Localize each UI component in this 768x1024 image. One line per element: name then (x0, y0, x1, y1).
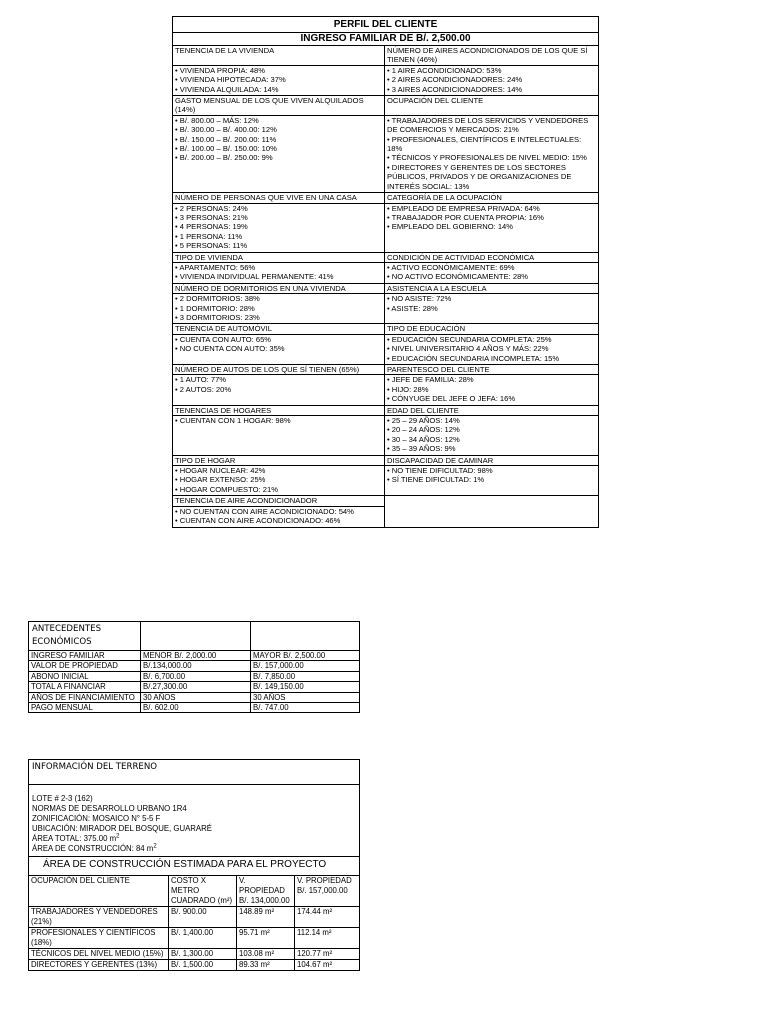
area-row (29, 949, 360, 960)
profile-list-item: • ACTIVO ECONÓMICAMENTE: 69% (387, 262, 515, 272)
terrain-info-table (28, 759, 360, 857)
profile-list-item: • B/. 200.00 – B/. 250.00: 9% (175, 153, 273, 163)
area-column-header: COSTO X METRO CUADRADO (m²) (169, 876, 237, 907)
profile-list-item: • 3 PERSONAS: 21% (175, 212, 248, 222)
economic-header-empty-cell (141, 622, 251, 651)
profile-list-item: • 30 – 34 AÑOS: 12% (387, 434, 460, 444)
profile-list-item: • VIVIENDA INDIVIDUAL PERMANENTE: 41% (175, 272, 334, 282)
profile-subtitle: INGRESO FAMILIAR DE B/. 2,500.00 (173, 33, 599, 46)
profile-section-items (173, 416, 385, 456)
profile-list-item: • VIVIENDA HIPOTECADA: 37% (175, 75, 286, 85)
profile-section-items (173, 65, 385, 95)
profile-section-header: TIPO DE EDUCACIÓN (385, 324, 599, 334)
profile-list-item: • HOGAR EXTENSO: 25% (175, 475, 266, 485)
profile-list-item: • 3 AIRES ACONDICIONADORES: 14% (387, 84, 523, 94)
profile-list-item: • EMPLEADO DE EMPRESA PRIVADA: 64% (387, 203, 540, 213)
area-column-header: V. PROPIEDAD B/. 157,000.00 (295, 876, 360, 907)
economic-cell: B/.27,300.00 (141, 682, 251, 692)
profile-list-item: • HOGAR NUCLEAR: 42% (175, 466, 266, 476)
area-cell: B/. 1,300.00 (169, 949, 237, 960)
area-row (29, 928, 360, 949)
area-cell: B/. 1,500.00 (169, 960, 237, 971)
economic-cell: ABONO INICIAL (29, 671, 141, 681)
profile-section-items (385, 65, 599, 95)
profile-section-header: NÚMERO DE AIRES ACONDICIONADOS DE LOS QUE SÍ TIENEN (46%) (385, 46, 599, 66)
terrain-header: INFORMACIÓN DEL TERRENO (29, 760, 360, 785)
profile-list-item: • 2 AIRES ACONDICIONADORES: 24% (387, 75, 523, 85)
profile-section-header: TIPO DE HOGAR (173, 455, 385, 465)
profile-section-items (173, 262, 385, 283)
profile-list-item: • TRABAJADOR POR CUENTA PROPIA: 16% (387, 212, 544, 222)
area-cell: 103.08 m² (237, 949, 295, 960)
economic-cell: B/. 747.00 (251, 703, 360, 713)
profile-list-item: • TÉCNICOS Y PROFESIONALES DE NIVEL MEDIO: 15% (387, 153, 587, 163)
construction-area-body (29, 857, 360, 971)
economic-header: ANTECEDENTES ECONÓMICOS (29, 622, 141, 651)
profile-list-item: • CÓNYUGE DEL JEFE O JEFA: 16% (387, 394, 516, 404)
profile-section-header: OCUPACIÓN DEL CLIENTE (385, 96, 599, 116)
profile-list-item: • CUENTAN CON 1 HOGAR: 98% (175, 416, 291, 426)
terrain-line: ÁREA DE CONSTRUCCIÓN: 84 $m^2$ (32, 843, 157, 853)
profile-list-item: • 1 PERSONA: 11% (175, 231, 243, 241)
profile-section-header: PARENTESCO DEL CLIENTE (385, 365, 599, 375)
profile-section-header: GASTO MENSUAL DE LOS QUE VIVEN ALQUILADOS (14%) (173, 96, 385, 116)
profile-list-item: • EDUCACIÓN SECUNDARIA INCOMPLETA: 15% (387, 353, 560, 363)
economic-cell: 30 AÑOS (251, 692, 360, 702)
area-cell: TÉCNICOS DEL NIVEL MEDIO (15%) (29, 949, 169, 960)
area-cell: 104.67 m² (295, 960, 360, 971)
profile-section-items (385, 294, 599, 324)
profile-list-item: • EMPLEADO DEL GOBIERNO: 14% (387, 222, 514, 232)
profile-list-item: • CUENTAN CON AIRE ACONDICIONADO: 46% (175, 516, 341, 526)
profile-section-items (385, 115, 599, 192)
profile-section-header: EDAD DEL CLIENTE (385, 405, 599, 415)
area-column-header: OCUPACIÓN DEL CLIENTE (29, 876, 169, 907)
profile-section-header: TENENCIA DE AIRE ACONDICIONADOR (173, 496, 385, 506)
profile-list-item: • 1 AIRE ACONDICIONADO: 53% (387, 65, 502, 75)
economic-cell: TOTAL A FINANCIAR (29, 682, 141, 692)
profile-list-item: • NO ACTIVO ECONÓMICAMENTE: 28% (387, 272, 529, 282)
profile-section-items (385, 262, 599, 283)
profile-list-item: • TRABAJADORES DE LOS SERVICIOS Y VENDEDORES DE COMERCIOS Y MERCADOS: 21% (387, 115, 589, 135)
area-row (29, 907, 360, 928)
economic-background-table (28, 621, 360, 713)
area-cell: 95.71 m² (237, 928, 295, 949)
profile-title: PERFIL DEL CLIENTE (173, 17, 599, 33)
area-cell: 112.14 m² (295, 928, 360, 949)
profile-list-item: • VIVIENDA PROPIA: 48% (175, 65, 266, 75)
profile-section-header: NÚMERO DE DORMITORIOS EN UNA VIVIENDA (173, 283, 385, 293)
profile-list-item: • ASISTE: 28% (387, 303, 438, 313)
economic-background-body (29, 622, 360, 713)
client-profile-table (172, 16, 599, 528)
construction-area-table (28, 856, 360, 971)
economic-cell: 30 AÑOS (141, 692, 251, 702)
profile-section-header: DISCAPACIDAD DE CAMINAR (385, 455, 599, 465)
profile-section-items (385, 203, 599, 252)
economic-cell: B/. 7,850.00 (251, 671, 360, 681)
profile-list-item: • VIVIENDA ALQUILADA: 14% (175, 84, 279, 94)
profile-list-item: • 2 DORMITORIOS: 38% (175, 294, 260, 304)
profile-list-item: • B/. 150.00 – B/. 200.00: 11% (175, 134, 277, 144)
client-profile-body (173, 17, 599, 528)
profile-list-item: • APARTAMENTO: 56% (175, 262, 256, 272)
profile-section-items (173, 466, 385, 496)
profile-section-header: NÚMERO DE PERSONAS QUE VIVE EN UNA CASA (173, 193, 385, 203)
economic-cell: PAGO MENSUAL (29, 703, 141, 713)
profile-section-header: TENENCIAS DE HOGARES (173, 405, 385, 415)
area-column-header: V. PROPIEDAD B/. 134,000.00 (237, 876, 295, 907)
profile-list-item: • 4 PERSONAS: 19% (175, 222, 248, 232)
area-cell: TRABAJADORES Y VENDEDORES (21%) (29, 907, 169, 928)
profile-section-items (173, 203, 385, 252)
area-cell: B/. 900.00 (169, 907, 237, 928)
terrain-line: NORMAS DE DESARROLLO URBANO 1R4 (32, 804, 187, 813)
profile-list-item: • 1 DORMITORIO: 28% (175, 303, 255, 313)
profile-section-items (385, 334, 599, 364)
area-cell: 148.89 m² (237, 907, 295, 928)
profile-list-item: • DIRECTORES Y GERENTES DE LOS SECTORES PÚBLICOS, PRIVADOS Y DE ORGANIZACIONES DE INTERÉS SOCIAL: 13% (387, 162, 572, 191)
profile-list-item: • HOGAR COMPUESTO: 21% (175, 484, 278, 494)
economic-cell: MENOR B/. 2,000.00 (141, 651, 251, 661)
profile-list-item: • 1 AUTO: 77% (175, 375, 227, 385)
area-column-header-row (29, 876, 360, 907)
profile-list-item: • B/. 300.00 – B/. 400.00: 12% (175, 125, 277, 135)
profile-list-item: • NIVEL UNIVERSITARIO 4 AÑOS Y MÁS: 22% (387, 344, 549, 354)
profile-list-item: • NO CUENTAN CON AIRE ACONDICIONADO: 54% (175, 506, 354, 516)
profile-section-items (385, 466, 599, 496)
economic-cell: MAYOR B/. 2,500.00 (251, 651, 360, 661)
area-cell: 89.33 m² (237, 960, 295, 971)
economic-row (29, 682, 360, 692)
economic-cell: B/.134,000.00 (141, 661, 251, 671)
profile-empty-cell (385, 496, 599, 527)
profile-section-items (385, 375, 599, 405)
profile-section-items (385, 416, 599, 456)
terrain-line: LOTE # 2-3 (162) (32, 794, 93, 803)
economic-cell: AÑOS DE FINANCIAMIENTO (29, 692, 141, 702)
economic-cell: INGRESO FAMILIAR (29, 651, 141, 661)
profile-section-header: TENENCIA DE AUTOMÓVIL (173, 324, 385, 334)
profile-list-item: • EDUCACIÓN SECUNDARIA COMPLETA: 25% (387, 334, 552, 344)
profile-list-item: • 35 – 39 AÑOS: 9% (387, 444, 456, 454)
profile-list-item: • NO CUENTA CON AUTO: 35% (175, 344, 285, 354)
profile-list-item: • 20 – 24 AÑOS: 12% (387, 425, 460, 435)
profile-list-item: • SÍ TIENE DIFICULTAD: 1% (387, 475, 485, 485)
profile-list-item: • B/. 800.00 – MÁS: 12% (175, 115, 259, 125)
area-header: ÁREA DE CONSTRUCCIÓN ESTIMADA PARA EL PROYECTO (29, 857, 360, 876)
economic-cell: B/. 602.00 (141, 703, 251, 713)
terrain-line: UBICACIÓN: MIRADOR DEL BOSQUE, GUARARÉ (32, 824, 212, 833)
economic-row (29, 651, 360, 661)
profile-section-header: CONDICIÓN DE ACTIVIDAD ECONÓMICA (385, 252, 599, 262)
profile-section-header: TIPO DE VIVIENDA (173, 252, 385, 262)
terrain-line: ÁREA TOTAL: 375.00 $m^2$ (32, 833, 120, 843)
profile-list-item: • PROFESIONALES, CIENTÍFICOS E INTELECTUALES: 18% (387, 134, 582, 154)
economic-row (29, 703, 360, 713)
profile-section-items (173, 506, 385, 527)
profile-section-items (173, 115, 385, 192)
economic-cell: B/. 149,150.00 (251, 682, 360, 692)
profile-section-items (173, 294, 385, 324)
area-row (29, 960, 360, 971)
profile-list-item: • NO TIENE DIFICULTAD: 98% (387, 466, 493, 476)
profile-list-item: • CUENTA CON AUTO: 65% (175, 334, 272, 344)
profile-list-item: • 5 PERSONAS: 11% (175, 241, 248, 251)
economic-row (29, 692, 360, 702)
profile-list-item: • NO ASISTE: 72% (387, 294, 452, 304)
economic-header-empty-cell (251, 622, 360, 651)
profile-list-item: • B/. 100.00 – B/. 150.00: 10% (175, 144, 277, 154)
profile-section-header: TENENCIA DE LA VIVIENDA (173, 46, 385, 66)
profile-section-items (173, 334, 385, 364)
area-cell: 174.44 m² (295, 907, 360, 928)
economic-cell: B/. 157,000.00 (251, 661, 360, 671)
area-cell: 120.77 m² (295, 949, 360, 960)
profile-list-item: • 25 – 29 AÑOS: 14% (387, 416, 460, 426)
economic-cell: VALOR DE PROPIEDAD (29, 661, 141, 671)
economic-cell: B/. 6,700.00 (141, 671, 251, 681)
profile-list-item: • 3 DORMITORIOS: 23% (175, 312, 260, 322)
economic-row (29, 671, 360, 681)
terrain-line: ZONIFICACIÓN: MOSAICO N° 5-5 F (32, 814, 161, 823)
economic-row (29, 661, 360, 671)
profile-section-header: NÚMERO DE AUTOS DE LOS QUE SÍ TIENEN (65%) (173, 365, 385, 375)
terrain-details (29, 785, 360, 857)
profile-list-item: • 2 AUTOS: 20% (175, 384, 232, 394)
profile-list-item: • HIJO: 28% (387, 384, 429, 394)
profile-section-items (173, 375, 385, 405)
profile-list-item: • 2 PERSONAS: 24% (175, 203, 248, 213)
area-cell: PROFESIONALES Y CIENTÍFICOS (18%) (29, 928, 169, 949)
area-cell: B/. 1,400.00 (169, 928, 237, 949)
profile-section-header: CATEGORÍA DE LA OCUPACIÓN (385, 193, 599, 203)
area-cell: DIRECTORES Y GERENTES (13%) (29, 960, 169, 971)
profile-list-item: • JEFE DE FAMILIA: 28% (387, 375, 474, 385)
profile-section-header: ASISTENCIA A LA ESCUELA (385, 283, 599, 293)
